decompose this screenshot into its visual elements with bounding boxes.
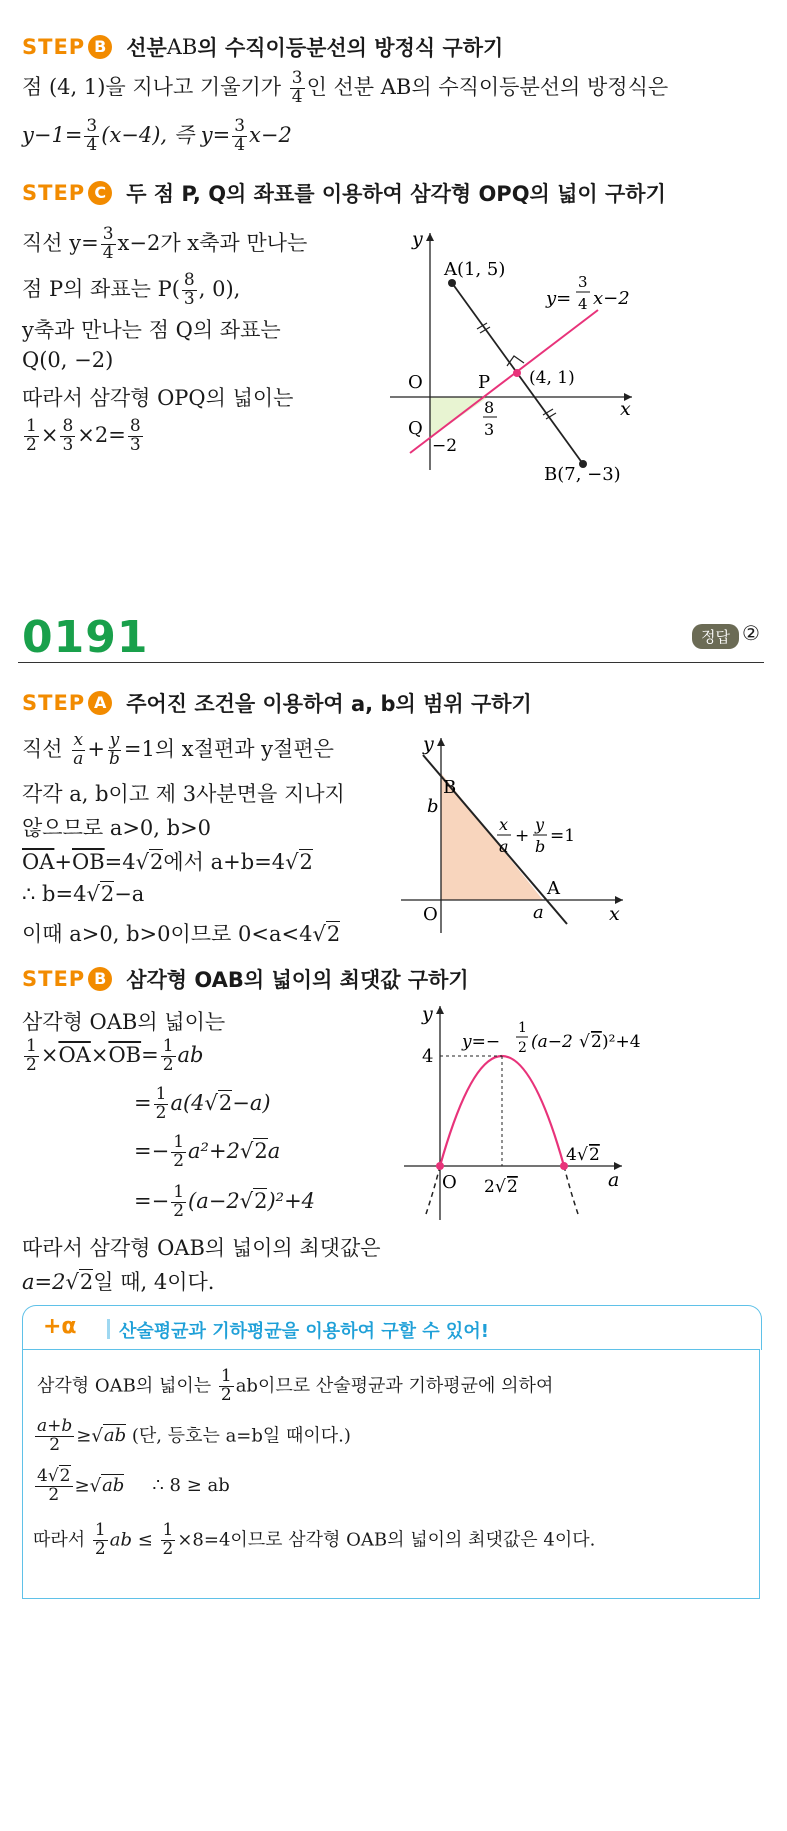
eq-plus: + [515,826,530,846]
step-title: 두 점 P, Q의 좌표를 이용하여 삼각형 OPQ의 넓이 구하기 [126,182,666,206]
text: ∴ b=4 [22,882,87,906]
denominator: 2 [48,1484,60,1505]
y-axis-label: y [412,228,423,250]
graph-perpendicular-bisector [380,225,760,500]
point-a [448,279,456,287]
numerator: 3 [234,116,246,136]
y-axis-arrow [436,1006,444,1014]
text-line [22,226,307,263]
step-letter-badge: B [88,35,112,59]
text: 에서 a+b=4 [163,850,286,874]
denominator: 4 [234,134,246,155]
sqrt: ab [103,1425,127,1447]
text: a [267,1138,281,1163]
root-label: 4 [566,1145,577,1165]
text-line [22,418,145,455]
fraction [84,118,99,155]
text: y−1= [22,122,83,147]
step-a-heading [22,688,532,718]
fraction [35,1418,74,1455]
step-label: STEP [22,691,86,715]
text: 점 P의 좌표는 P( [22,276,180,301]
plus-alpha-label: +α [43,1314,77,1339]
step-title: 삼각형 OAB의 넓이의 최댓값 구하기 [126,968,469,992]
denominator: 2 [26,434,37,455]
equation-line: = $\frac{1}{2}$ a(4√2−a) [134,1084,271,1123]
text: )²+4 [267,1188,316,1213]
overline-ob: $\overline{OB}$ [72,850,105,874]
sqrt-symbol: √ [579,1032,590,1052]
text-line: ∴ b=4√2−a [22,882,145,906]
sqrt: 2 [218,1090,233,1115]
graph-intercept-triangle [395,728,635,938]
denominator: b [109,748,120,769]
step-b2-heading [22,964,469,994]
text-line: 이때 a>0, b>0이므로 0<a<4√2 [22,922,341,946]
text: =− [134,1138,170,1163]
text: ∴ 8 ≥ ab [152,1475,230,1497]
problem-number: 0191 [22,612,149,663]
origin-label: O [408,372,423,393]
numerator: 3 [86,116,98,136]
text: a(4 [170,1090,205,1115]
fraction [24,418,39,455]
sqrt: ab [102,1475,125,1497]
eq-denominator: a [499,837,509,856]
text: × [90,1042,109,1067]
numerator: 1 [94,1520,106,1540]
vertex-x-label: 2 [484,1177,495,1197]
fraction [219,1368,234,1405]
fraction [161,1038,176,1075]
fraction [161,1522,176,1559]
numerator: 3 [291,68,303,88]
eq-denominator: 2 [518,1040,527,1056]
graph-parabola [400,1000,775,1225]
fraction [232,118,247,155]
text: 일 때, 4이다. [93,1270,215,1294]
text: ≥ [74,1475,90,1497]
text: ab ≤ [109,1529,159,1551]
tip-line [37,1368,553,1405]
numerator: 4 [37,1466,48,1486]
point-b-label: B(7, −3) [544,464,621,485]
sqrt: 2 [326,922,341,946]
text-line: 각각 a, b이고 제 3사분면을 지나지 [22,782,345,806]
numerator: 1 [173,1132,185,1152]
equation-label: y=− [462,1032,501,1052]
text: =1의 x절편과 y절편은 [123,736,334,761]
text: x−2 [249,122,292,147]
origin-label: O [442,1172,457,1193]
fraction [171,1134,186,1171]
divider [107,1319,110,1339]
numerator: 3 [102,224,114,244]
root-label-root: 2 [589,1145,600,1165]
fraction [71,732,85,769]
text: x−2가 x축과 만나는 [117,230,308,255]
vertex-x-root: 2 [507,1177,518,1197]
text: =− [134,1188,170,1213]
a-axis-label: a [608,1169,620,1191]
text: , 0), [198,276,241,301]
equation-label: y= [546,288,572,309]
numerator: a+b [37,1416,73,1436]
eq-root: 2 [591,1032,602,1052]
text: a=2 [22,1270,66,1294]
text-line [22,70,668,107]
denominator: 2 [162,1538,174,1559]
denominator: 3 [129,434,141,455]
eq-denominator: 4 [578,295,588,313]
denominator: 2 [220,1384,232,1405]
text: 이때 a>0, b>0이므로 0<a<4 [22,922,313,946]
sqrt: 2 [100,882,115,906]
origin-label: O [423,904,438,925]
eq-numerator: 1 [518,1020,527,1036]
text: 따라서 [33,1529,91,1551]
sqrt: 2 [254,1188,268,1213]
text-line: y축과 만나는 점 Q의 좌표는 [22,318,281,342]
answer-value: ② [742,621,760,645]
p-denominator: 3 [484,420,495,439]
parabola-extension [426,1166,440,1214]
denominator: 2 [49,1434,61,1455]
text-line: 따라서 삼각형 OPQ의 넓이는 [22,386,294,410]
text: ab이므로 산술평균과 기하평균에 의하여 [235,1375,554,1397]
denominator: 2 [94,1538,106,1559]
overline-oa: $\overline{OA}$ [58,1042,91,1067]
b-intercept-label: b [427,796,439,817]
denominator: 2 [26,1054,37,1075]
text: × [40,1042,59,1067]
text: (x−4), 즉 y= [101,122,231,147]
numerator: 8 [183,270,195,290]
eq-numerator: 3 [578,273,588,291]
fraction [154,1086,169,1123]
text-line: Q(0, −2) [22,348,114,372]
step-title: 주어진 조건을 이용하여 a, b의 범위 구하기 [126,692,532,716]
text: a²+2 [188,1138,240,1163]
point-q-label: Q [408,418,423,439]
tip-line: $\frac{a+b}{2}$ ≥√ab (단, 등호는 a=b일 때이다.) [37,1416,351,1455]
y-axis-label: y [422,1003,433,1025]
sqrt: 2 [79,1270,94,1294]
divider [18,662,764,663]
y-axis-arrow [426,233,434,241]
step-b-heading [22,32,503,62]
step-c-heading [22,178,666,208]
denominator: 4 [86,134,98,155]
fraction [290,70,305,107]
text: 직선 [22,736,70,761]
parabola-extension [564,1166,578,1214]
text: = [134,1090,152,1115]
text: (a−2 [188,1188,240,1213]
numerator: 1 [162,1036,174,1056]
text: 점 (4, 1)을 지나고 기울기가 [22,74,288,99]
text: −a) [232,1090,271,1115]
a-intercept-label: a [533,902,544,923]
text: 인 선분 AB의 수직이등분선의 방정식은 [306,74,669,99]
overline-oa: $\overline{OA}$ [22,850,55,874]
numerator: 1 [220,1366,232,1386]
point-p-label: P [478,372,491,393]
tip-title: 산술평균과 기하평균을 이용하여 구할 수 있어! [119,1321,489,1342]
equation-line [22,1038,204,1075]
overline-ob: $\overline{OB}$ [108,1042,142,1067]
root-point [436,1162,444,1170]
text-line: 않으므로 a>0, b>0 [22,816,212,840]
y-axis-label: y [423,733,434,755]
eq-tail: =1 [550,826,576,846]
step-title-rest: 의 수직이등분선의 방정식 구하기 [197,36,504,60]
point-a-label: A [547,878,560,899]
text: ab [177,1042,204,1067]
eq-numerator: x [499,815,509,834]
fraction [60,418,75,455]
step-letter-badge: C [88,181,112,205]
fraction: $\frac{4√2}{2}$ [37,1466,71,1505]
fraction [101,226,116,263]
equation-line: =− $\frac{1}{2}$ a²+2√2a [134,1132,281,1171]
tip-header [22,1305,762,1350]
denominator: 2 [155,1102,167,1123]
eq-numerator: y [535,815,545,834]
text-line: a=2√2일 때, 4이다. [22,1270,215,1294]
text: + [87,736,105,761]
text: =4 [104,850,136,874]
equation-label: (a−2 [531,1032,573,1052]
point-b-label: B [443,777,457,798]
numerator: 1 [173,1182,185,1202]
sqrt: 2 [254,1138,268,1163]
equation-line: =− $\frac{1}{2}$ (a−2√2)²+4 [134,1182,316,1221]
text-line: $\overline{OA}+\overline{OB}=4√2$에서 a+b=4√2 [22,850,313,874]
point-a-label: A(1, 5) [444,259,506,280]
sqrt: 2 [59,1466,71,1486]
step-title-ab: AB [166,35,198,59]
text-line [22,272,240,309]
equation-line [22,118,292,155]
tip-box [22,1305,760,1811]
text: × [40,422,59,447]
text: 삼각형 OAB의 넓이는 [37,1375,217,1397]
fraction [24,1038,39,1075]
denominator: 2 [162,1054,174,1075]
x-axis-label: x [620,398,631,420]
denominator: a [73,748,84,769]
text-line: 삼각형 OAB의 넓이는 [22,1010,226,1034]
x-axis-label: x [609,903,620,925]
eq-denominator: b [535,837,546,856]
sqrt: 2 [299,850,313,874]
numerator: 8 [129,416,141,436]
text-line: 따라서 삼각형 OAB의 넓이의 최댓값은 [22,1236,381,1260]
text: ×8=4이므로 삼각형 OAB의 넓이의 최댓값은 4이다. [177,1529,596,1551]
numerator: 1 [26,1036,37,1056]
step-label: STEP [22,35,86,59]
equation-label: )²+4 [602,1032,641,1052]
text: ≥ [76,1425,92,1447]
fraction [182,272,197,309]
step-letter-badge: A [88,691,112,715]
text: 직선 y= [22,230,99,255]
tip-body [22,1349,760,1599]
tip-line: $\frac{4√2}{2}$ ≥√ab ∴ 8 ≥ ab [37,1466,230,1505]
denominator: 3 [183,288,195,309]
text: (단, 등호는 a=b일 때이다.) [126,1425,351,1447]
max-value-label: 4 [422,1046,434,1067]
step-title: 선분 [126,36,167,60]
fraction [128,418,143,455]
q-value-label: −2 [432,436,458,456]
text: ×2= [77,422,126,447]
denominator: 4 [102,242,114,263]
numerator: 8 [62,416,74,436]
y-axis-arrow [437,738,445,746]
sqrt-symbol: √ [495,1177,506,1197]
numerator: 1 [26,416,37,436]
fraction [107,732,122,769]
equation-label: x−2 [593,288,630,309]
tip-line [33,1522,595,1559]
answer-badge: 정답 [692,624,739,649]
p-numerator: 8 [484,398,495,417]
text: + [54,850,72,874]
step-label: STEP [22,967,86,991]
numerator: x [73,730,84,750]
step-label: STEP [22,181,86,205]
fraction [93,1522,108,1559]
midpoint-label: (4, 1) [529,368,575,388]
text: −a [114,882,145,906]
sqrt-symbol: √ [577,1145,588,1165]
denominator: 4 [291,86,303,107]
numerator: 1 [162,1520,174,1540]
text: = [141,1042,159,1067]
numerator: y [109,730,120,750]
denominator: 3 [62,434,74,455]
midpoint [513,369,521,377]
numerator: 1 [155,1084,167,1104]
step-letter-badge: B [88,967,112,991]
fraction [171,1184,186,1221]
text-line [22,732,334,769]
denominator: 2 [173,1200,185,1221]
denominator: 2 [173,1150,185,1171]
sqrt: 2 [150,850,164,874]
